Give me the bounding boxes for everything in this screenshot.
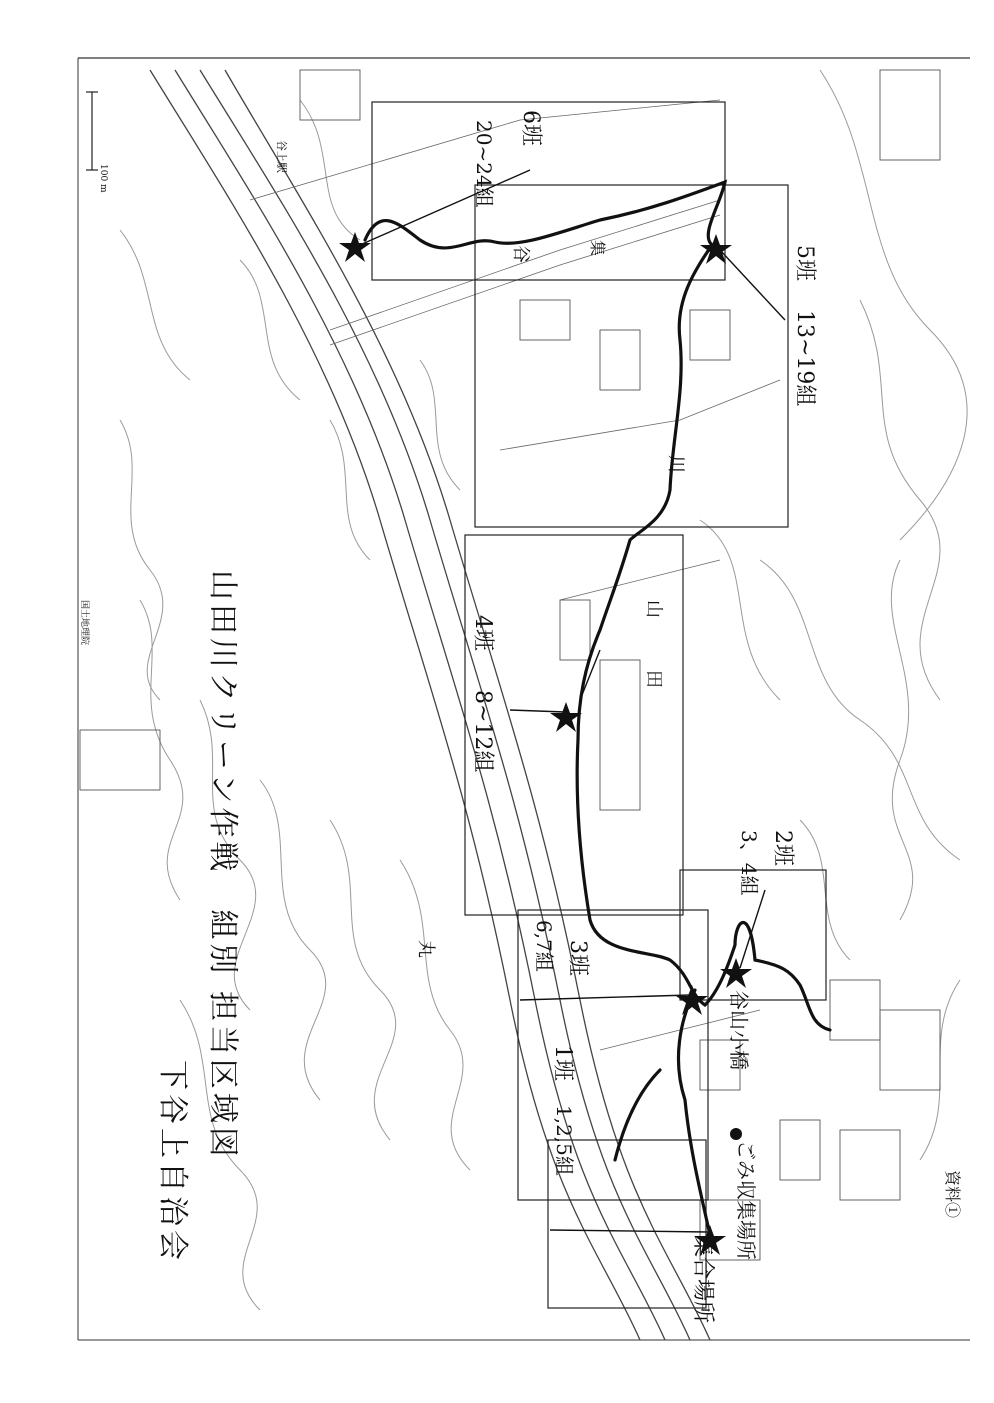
group-2-team: 2班 [770,830,795,866]
group-3-team: 3班 [565,940,590,976]
group-6-team: 6班 [518,110,543,146]
organization-name: 下谷上自治会 [155,1060,190,1264]
group-4-team: 4班 [470,615,495,651]
map-credit: 国土地理院 [79,600,89,646]
group-4-units: 8~12組 [470,690,495,773]
bridge-label: 谷山小橋 [727,990,751,1070]
garbage-collection-label: ごみ収集場所 [734,1140,758,1260]
group-3-units: 6,7組 [532,920,556,972]
valley-char: 谷 [510,245,531,263]
group-5-units: 13~19組 [792,310,817,407]
assembly-point-label: 集合場所 [690,1235,715,1324]
river-char-kawa: 川 [665,455,686,473]
group-1-units: 1,2,5組 [552,1105,576,1176]
group-1-team: 1班 [550,1045,575,1081]
river-char-yama: 山 [643,600,664,618]
group-2-units: 3、4組 [737,830,761,896]
scale-label: 100 m [98,164,108,193]
collect-char: 集 [588,240,607,257]
map-title: 山田川クリーン作戦 組別 担当区域図 [205,570,240,1161]
station-label: 谷上駅 [275,140,288,173]
river-char-da: 田 [643,670,664,688]
circle-char: 丸 [415,940,436,958]
group-6-units: 20~24組 [472,120,496,208]
group-5-team: 5班 [792,245,817,281]
document-number: 資料① [943,1170,962,1219]
